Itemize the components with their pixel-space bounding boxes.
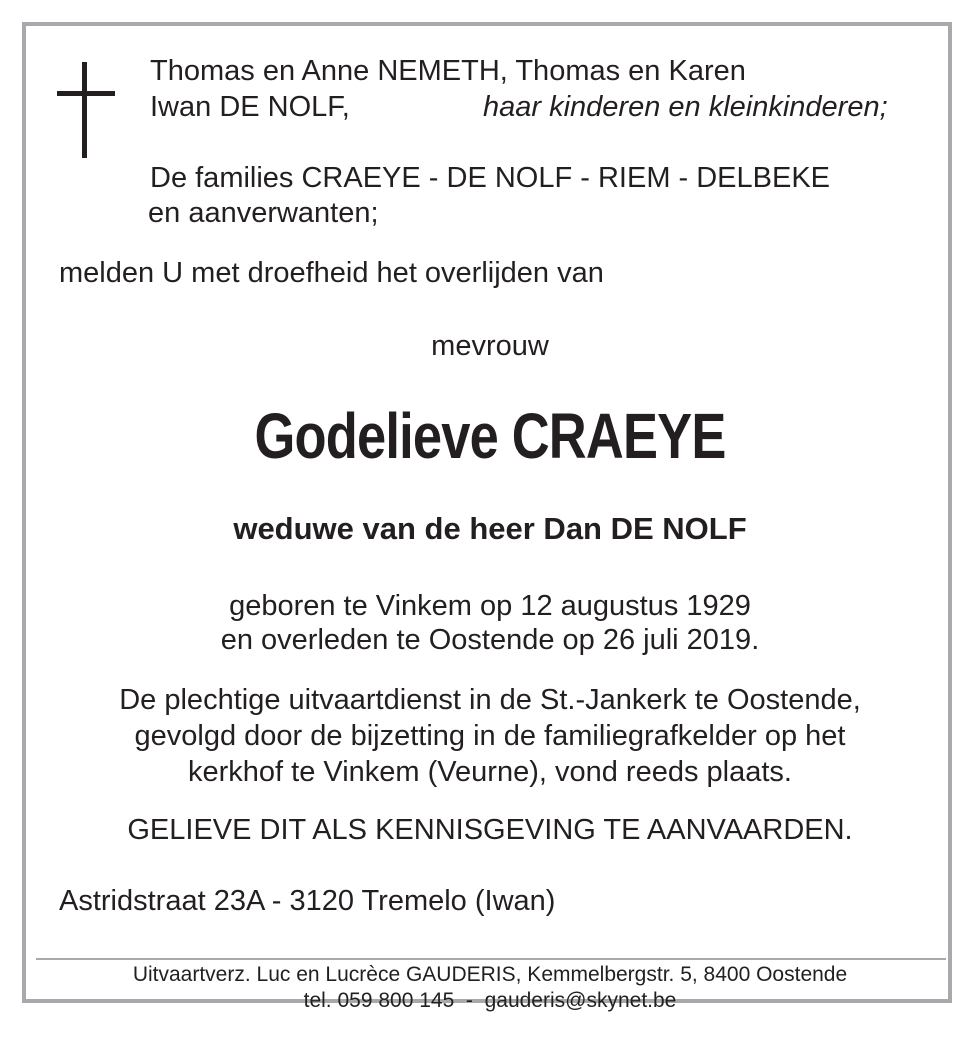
ceremony-line-3: kerkhof te Vinkem (Veurne), vond reeds plaats. bbox=[188, 756, 792, 788]
family-line-2-role: haar kinderen en kleinkinderen; bbox=[483, 91, 888, 123]
address: Astridstraat 23A - 3120 Tremelo (Iwan) bbox=[59, 885, 556, 917]
ceremony-line-1: De plechtige uitvaartdienst in de St.-Jankerk te Oostende, bbox=[119, 684, 861, 716]
announcement: melden U met droefheid het overlijden van bbox=[59, 257, 604, 289]
widow-of: weduwe van de heer Dan DE NOLF bbox=[233, 511, 747, 546]
family-line-2-name: Iwan DE NOLF, bbox=[150, 91, 350, 123]
notice-line: GELIEVE DIT ALS KENNISGEVING TE AANVAARDEN. bbox=[127, 814, 853, 846]
cross-icon bbox=[57, 62, 115, 158]
title-prefix: mevrouw bbox=[431, 330, 549, 362]
footer-divider bbox=[36, 958, 946, 960]
family-line-4: en aanverwanten; bbox=[148, 197, 379, 229]
ceremony-line-2: gevolgd door de bijzetting in de familiegrafkelder op het bbox=[134, 720, 846, 752]
footer-line-1: Uitvaartverz. Luc en Lucrèce GAUDERIS, Kemmelbergstr. 5, 8400 Oostende bbox=[132, 963, 848, 986]
birth-line: geboren te Vinkem op 12 augustus 1929 bbox=[229, 590, 751, 622]
family-line-1: Thomas en Anne NEMETH, Thomas en Karen bbox=[150, 55, 746, 87]
footer-line-2: tel. 059 800 145 - gauderis@skynet.be bbox=[303, 989, 677, 1012]
deceased-name: Godelieve CRAEYE bbox=[254, 400, 726, 472]
death-line: en overleden te Oostende op 26 juli 2019. bbox=[220, 624, 760, 656]
family-line-3: De families CRAEYE - DE NOLF - RIEM - DELBEKE bbox=[150, 162, 831, 194]
